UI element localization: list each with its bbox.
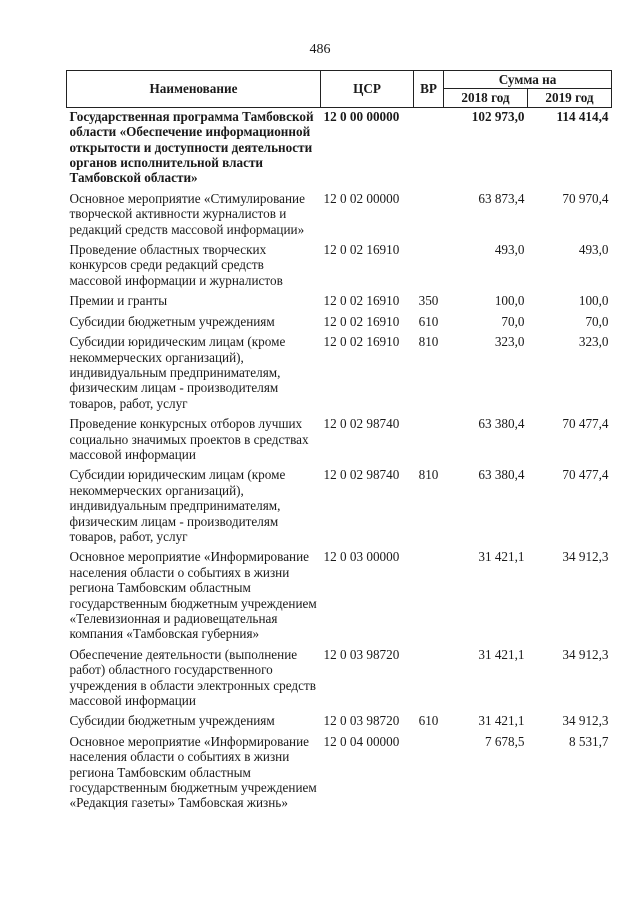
- row-amount-2019: 34 912,3: [562, 713, 609, 729]
- row-name: Основное мероприятие «Стимулирование творческой активности журналистов и редакций средств массовой информации»: [69, 190, 305, 237]
- row-csr-code: 12 0 03 98720: [323, 646, 400, 662]
- row-amount-2018: 31 421,1: [478, 713, 525, 729]
- row-vr-code: [414, 646, 444, 713]
- row-csr-code: 12 0 02 16910: [323, 293, 400, 309]
- row-csr-code: 12 0 02 16910: [323, 313, 400, 329]
- row-amount-2019: 70 477,4: [562, 467, 609, 483]
- table-row: [67, 313, 612, 333]
- row-name: Премии и гранты: [69, 293, 168, 309]
- row-vr-code: [414, 241, 444, 292]
- row-amount-2019: 323,0: [578, 334, 609, 350]
- row-name: Обеспечение деятельности (выполнение работ) областного государственного учреждения в области электронных средств массовой информации: [69, 646, 316, 709]
- table-row: [67, 548, 612, 645]
- table-body: [67, 107, 612, 815]
- table-row: [67, 292, 612, 312]
- row-vr-code: [414, 107, 444, 190]
- table-row: [67, 646, 612, 713]
- row-csr-code: 12 0 04 00000: [323, 733, 400, 749]
- row-amount-2018: 63 380,4: [478, 467, 525, 483]
- row-amount-2019: 100,0: [578, 293, 609, 309]
- table-header: [67, 71, 612, 108]
- row-name: Субсидии юридическим лицам (кроме некоммерческих организаций), индивидуальным предпринимателям, физическим лицам - производителям товаров, работ, услуг: [69, 467, 286, 544]
- page-number: 486: [309, 42, 331, 57]
- row-amount-2018: 100,0: [494, 293, 525, 309]
- budget-table: [66, 70, 612, 815]
- row-amount-2018: 31 421,1: [478, 549, 525, 565]
- row-csr-code: 12 0 02 00000: [323, 190, 400, 206]
- row-amount-2018: 102 973,0: [471, 108, 525, 124]
- row-vr-code: 350: [418, 293, 439, 309]
- row-amount-2019: 34 912,3: [562, 646, 609, 662]
- row-vr-code: [414, 548, 444, 645]
- table-row: [67, 466, 612, 548]
- row-vr-code: [414, 190, 444, 241]
- row-amount-2019: 70 970,4: [562, 190, 609, 206]
- table-row: [67, 241, 612, 292]
- table-row: [67, 107, 612, 190]
- row-amount-2019: 114 414,4: [556, 108, 609, 124]
- header-year-2018: 2018 год: [444, 89, 528, 107]
- row-amount-2019: 8 531,7: [568, 733, 609, 749]
- table-row: [67, 712, 612, 732]
- row-name: Субсидии бюджетным учреждениям: [69, 313, 275, 329]
- row-amount-2018: 323,0: [494, 334, 525, 350]
- row-amount-2018: 70,0: [501, 313, 525, 329]
- row-name: Проведение конкурсных отборов лучших социально значимых проектов в средствах массовой информации: [69, 416, 309, 462]
- header-year-2019: 2019 год: [528, 89, 612, 107]
- table-row: [67, 333, 612, 415]
- row-name: Государственная программа Тамбовской области «Обеспечение информационной открытости и доступности деятельности органов исполнительной власти Тамбовской области»: [69, 108, 314, 186]
- row-amount-2019: 493,0: [578, 242, 609, 258]
- row-name: Основное мероприятие «Информирование населения области о событиях в жизни региона Тамбовским областным государственным бюджетным учреждением «Телевизионная и радиовещательная компания «Тамбовская губерния»: [69, 549, 317, 642]
- table-row: [67, 415, 612, 466]
- header-vr: ВР: [414, 71, 444, 108]
- row-csr-code: 12 0 02 98740: [323, 416, 400, 432]
- row-csr-code: 12 0 02 16910: [323, 334, 400, 350]
- row-csr-code: 12 0 02 98740: [323, 467, 400, 483]
- row-name: Субсидии юридическим лицам (кроме некоммерческих организаций), индивидуальным предпринимателям, физическим лицам - производителям товаров, работ, услуг: [69, 334, 286, 411]
- row-csr-code: 12 0 02 16910: [323, 242, 400, 258]
- header-sum: Сумма на: [444, 71, 612, 89]
- row-amount-2019: 70 477,4: [562, 416, 609, 432]
- row-name: Субсидии бюджетным учреждениям: [69, 713, 275, 729]
- row-vr-code: 810: [418, 334, 439, 350]
- row-vr-code: 610: [418, 313, 439, 329]
- row-vr-code: [414, 733, 444, 815]
- header-csr: ЦСР: [321, 71, 414, 108]
- table-row: [67, 733, 612, 815]
- row-amount-2018: 31 421,1: [478, 646, 525, 662]
- row-vr-code: 810: [418, 467, 439, 483]
- row-vr-code: 610: [418, 713, 439, 729]
- row-csr-code: 12 0 03 00000: [323, 549, 400, 565]
- row-vr-code: [414, 415, 444, 466]
- table-row: [67, 190, 612, 241]
- row-amount-2018: 7 678,5: [484, 733, 525, 749]
- row-csr-code: 12 0 03 98720: [323, 713, 400, 729]
- row-csr-code: 12 0 00 00000: [323, 108, 400, 124]
- row-amount-2019: 70,0: [585, 313, 609, 329]
- row-amount-2018: 493,0: [494, 242, 525, 258]
- row-name: Проведение областных творческих конкурсов среди редакций средств массовой информации и журналистов: [69, 242, 283, 288]
- row-name: Основное мероприятие «Информирование населения области о событиях в жизни региона Тамбовским областным государственным бюджетным учреждением «Редакция газеты» Тамбовская жизнь»: [69, 733, 317, 811]
- header-name: Наименование: [67, 71, 321, 108]
- row-amount-2019: 34 912,3: [562, 549, 609, 565]
- row-amount-2018: 63 873,4: [478, 190, 525, 206]
- row-amount-2018: 63 380,4: [478, 416, 525, 432]
